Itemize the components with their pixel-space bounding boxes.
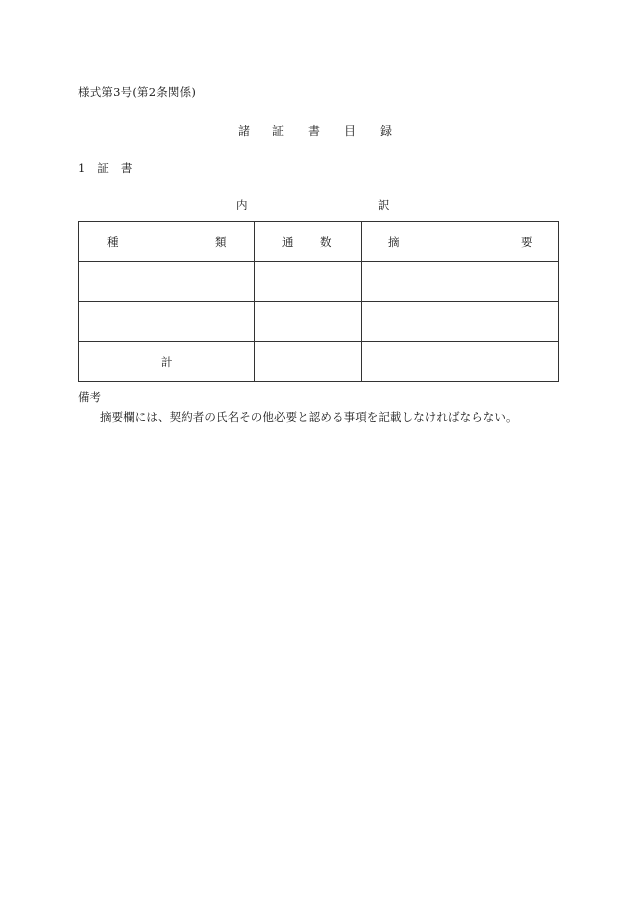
cell-summary xyxy=(362,302,559,342)
section-char: 書 xyxy=(120,161,133,175)
header-kind-char: 種 xyxy=(107,235,119,249)
header-kind xyxy=(79,222,255,262)
title-char: 録 xyxy=(380,124,393,138)
document-title xyxy=(234,122,394,138)
header-kind-char: 類 xyxy=(215,235,227,249)
title-char: 諸 xyxy=(238,124,251,138)
title-char: 証 xyxy=(272,124,285,138)
header-summary xyxy=(362,222,559,262)
title-char: 書 xyxy=(308,124,321,138)
header-summary-char: 摘 xyxy=(388,235,400,249)
cell-count xyxy=(255,302,362,342)
section-number: 1 xyxy=(78,161,86,175)
cell-total-label xyxy=(79,342,255,382)
table-row xyxy=(79,302,559,342)
form-number: 様式第3号(第2条関係) xyxy=(78,85,197,99)
cell-total-count xyxy=(255,342,362,382)
cell-count xyxy=(255,262,362,302)
breakdown-label xyxy=(234,197,394,213)
header-summary-char: 要 xyxy=(521,235,533,249)
title-char: 目 xyxy=(344,124,357,138)
table-row xyxy=(79,262,559,302)
remarks-text: 摘要欄には、契約者の氏名その他必要と認める事項を記載しなければならない。 xyxy=(100,410,518,424)
table-total-row xyxy=(79,342,559,382)
cell-total-summary xyxy=(362,342,559,382)
section-heading xyxy=(78,160,132,176)
header-count xyxy=(255,222,362,262)
header-count-char: 通 xyxy=(282,235,294,249)
breakdown-char: 訳 xyxy=(378,198,390,212)
cell-kind xyxy=(79,302,255,342)
certificate-table xyxy=(78,221,559,382)
total-label: 計 xyxy=(161,355,173,369)
remarks-label: 備考 xyxy=(78,390,101,404)
header-count-char: 数 xyxy=(320,235,332,249)
table-header-row xyxy=(79,222,559,262)
breakdown-char: 内 xyxy=(236,198,248,212)
cell-summary xyxy=(362,262,559,302)
cell-kind xyxy=(79,262,255,302)
section-char: 証 xyxy=(97,161,109,175)
